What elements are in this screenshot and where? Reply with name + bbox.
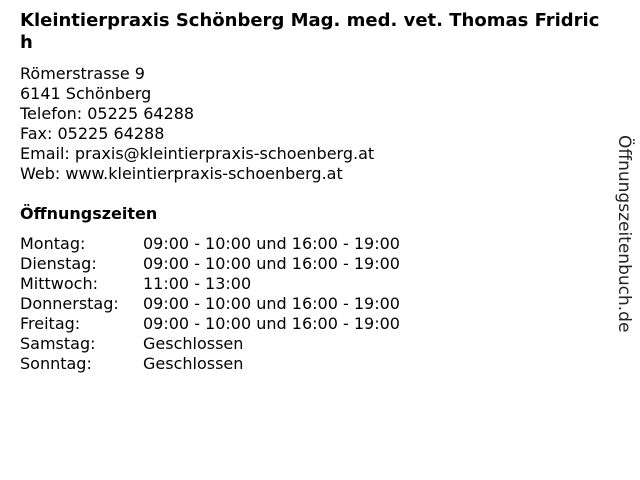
hours-day: Dienstag:	[20, 254, 97, 273]
hours-time: 09:00 - 10:00 und 16:00 - 19:00	[143, 294, 400, 313]
brand-watermark	[612, 135, 636, 345]
hours-time: Geschlossen	[143, 334, 244, 353]
hours-row-tuesday	[20, 254, 400, 274]
hours-day: Donnerstag:	[20, 294, 119, 313]
hours-day: Montag:	[20, 234, 86, 253]
hours-day: Samstag:	[20, 334, 96, 353]
hours-row-friday	[20, 314, 400, 334]
practice-title: Kleintierpraxis Schönberg Mag. med. vet. Thomas Fridrich	[20, 10, 600, 53]
fax-line: Fax: 05225 64288	[20, 124, 165, 143]
contact-block	[20, 64, 374, 184]
hours-row-saturday	[20, 334, 400, 354]
address-street: Römerstrasse 9	[20, 64, 145, 83]
hours-day: Mittwoch:	[20, 274, 98, 293]
hours-time: 09:00 - 10:00 und 16:00 - 19:00	[143, 314, 400, 333]
opening-hours-heading: Öffnungszeiten	[20, 204, 158, 223]
hours-row-monday	[20, 234, 400, 254]
brand-site-name: Öffnungszeitenbuch.de	[614, 135, 634, 333]
hours-row-wednesday	[20, 274, 400, 294]
hours-time: 11:00 - 13:00	[143, 274, 252, 293]
hours-row-thursday	[20, 294, 400, 314]
web-line: Web: www.kleintierpraxis-schoenberg.at	[20, 164, 343, 183]
hours-time: 09:00 - 10:00 und 16:00 - 19:00	[143, 234, 400, 253]
hours-time: Geschlossen	[143, 354, 244, 373]
phone-line: Telefon: 05225 64288	[20, 104, 195, 123]
hours-time: 09:00 - 10:00 und 16:00 - 19:00	[143, 254, 400, 273]
hours-row-sunday	[20, 354, 400, 374]
email-line: Email: praxis@kleintierpraxis-schoenberg.at	[20, 144, 375, 163]
hours-day: Sonntag:	[20, 354, 92, 373]
address-city: 6141 Schönberg	[20, 84, 152, 103]
hours-day: Freitag:	[20, 314, 81, 333]
opening-hours-table	[20, 234, 400, 374]
